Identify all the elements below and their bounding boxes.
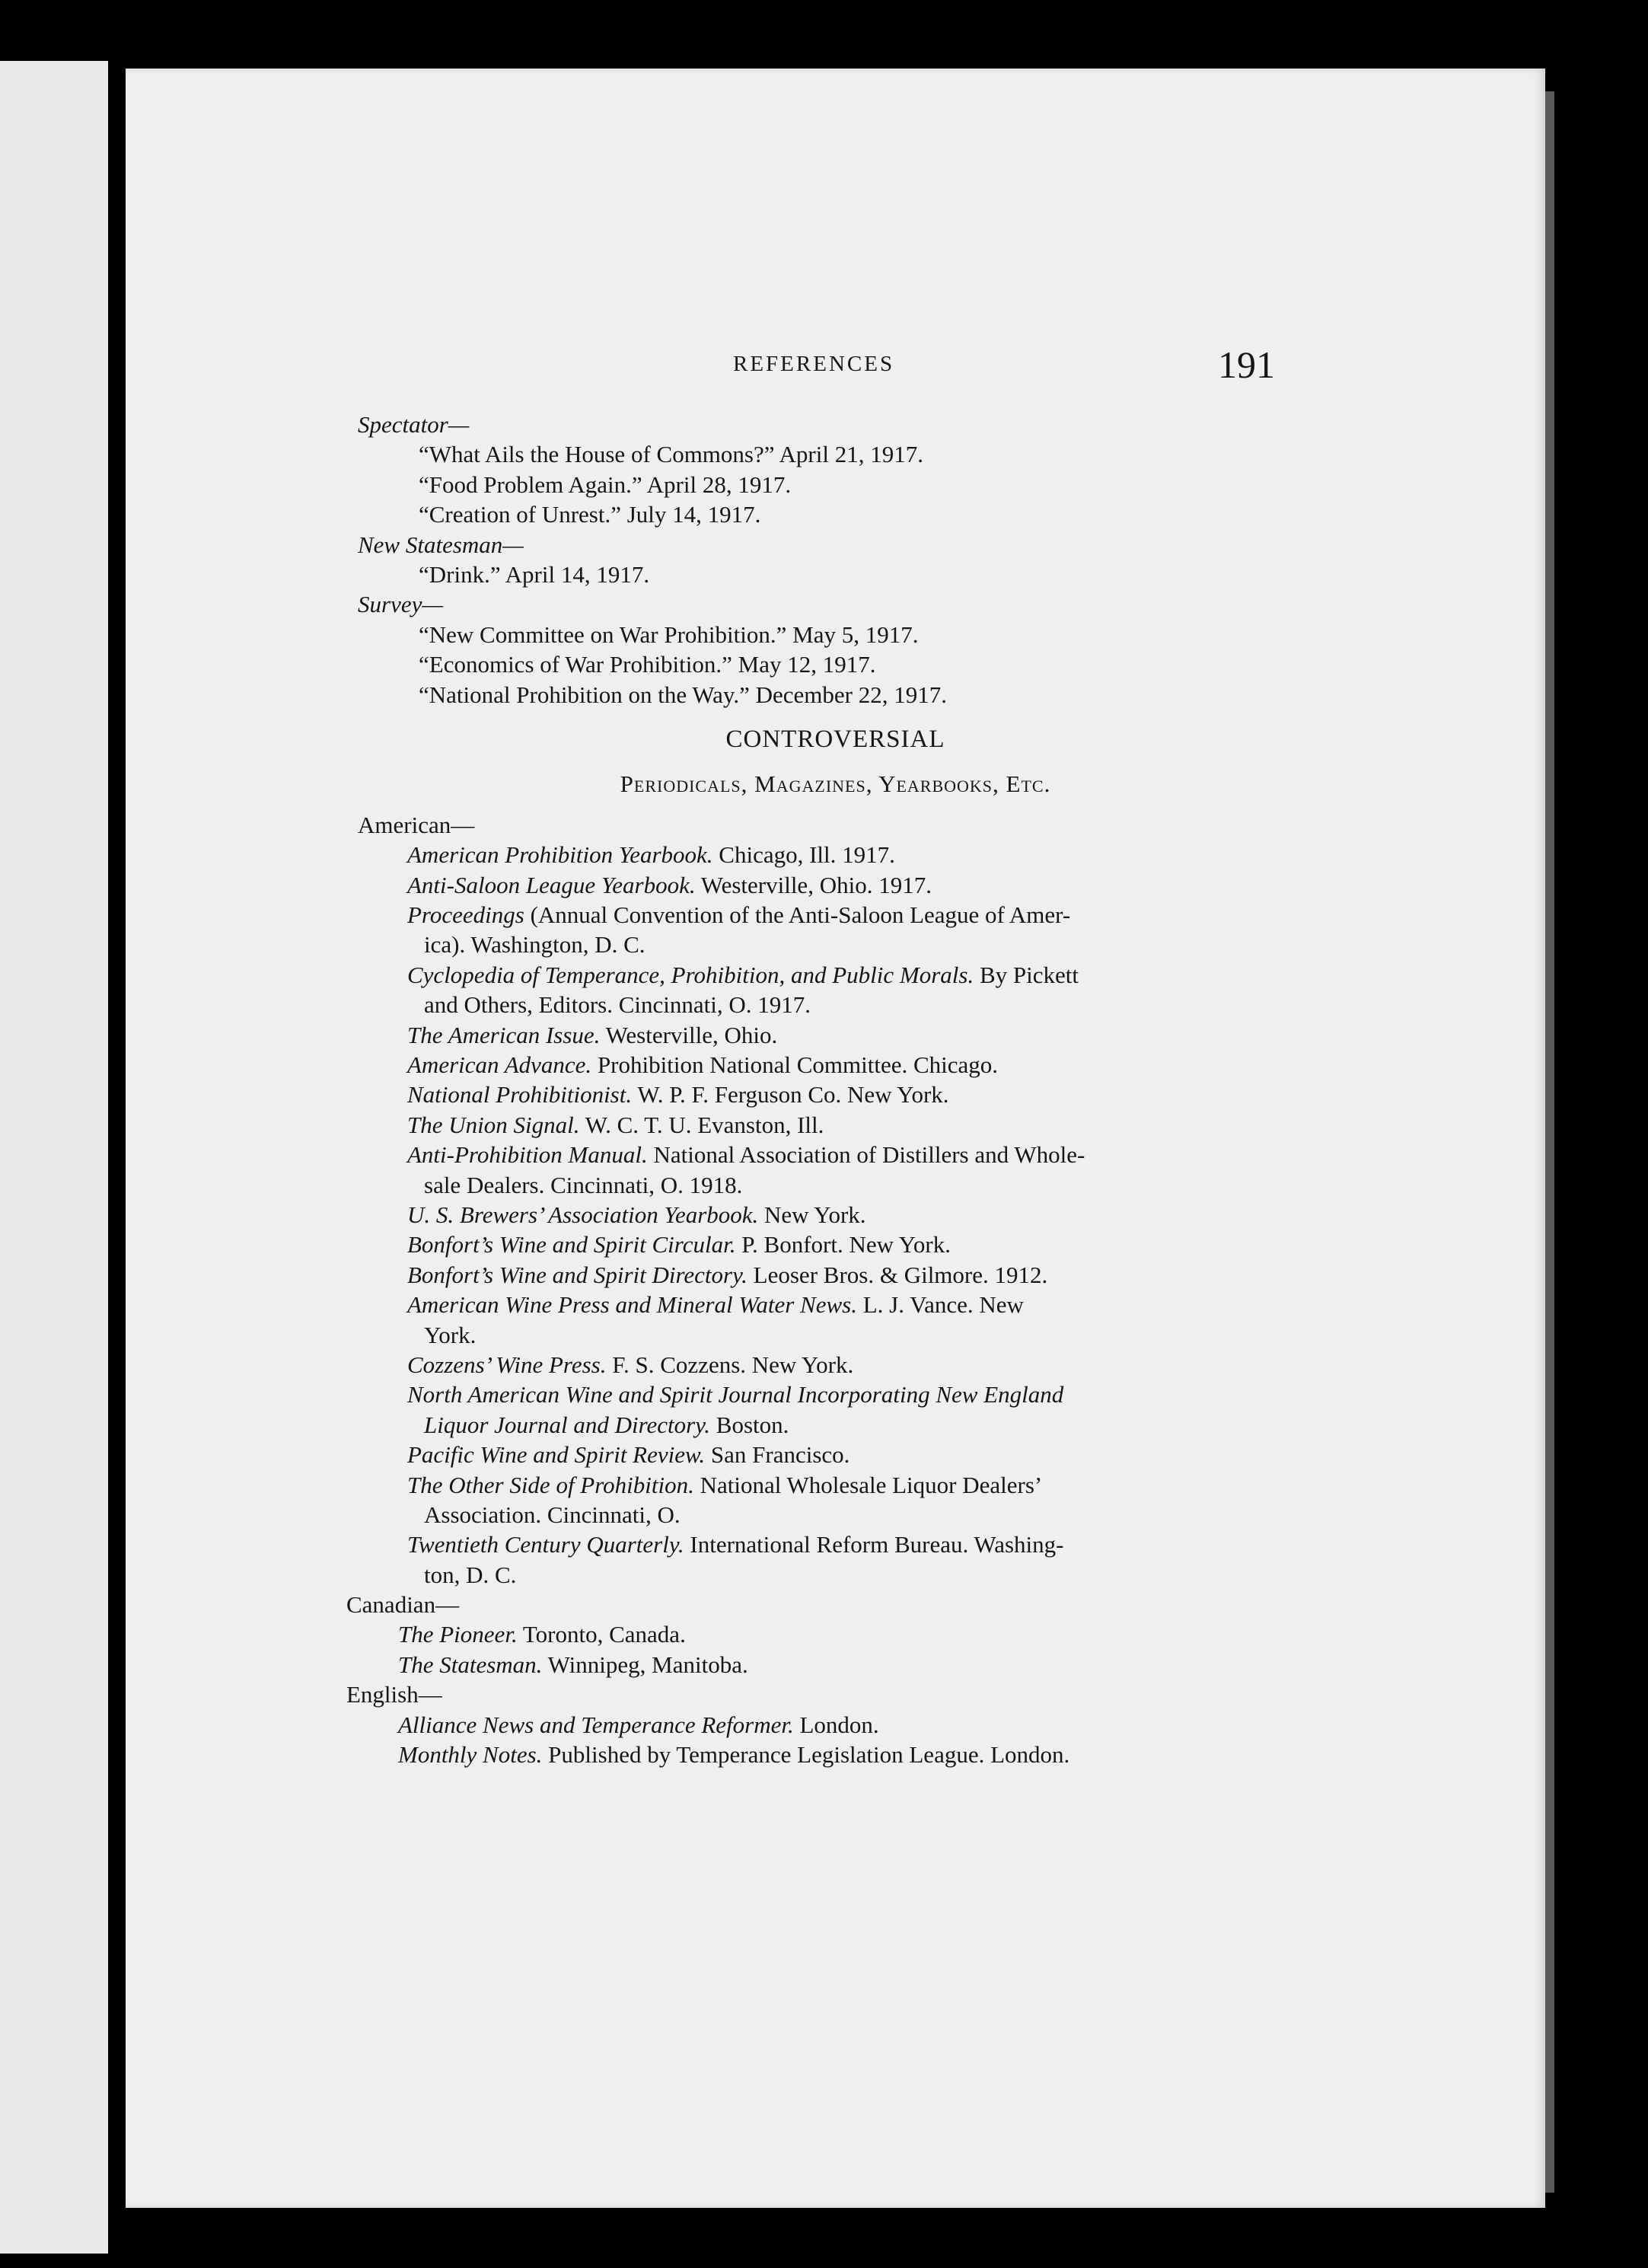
facing-page-edge (0, 61, 108, 2254)
reference-entry (126, 1140, 1545, 1169)
entry-details: Published by Temperance Legislation League. London. (548, 1741, 1070, 1769)
book-page (126, 69, 1545, 2208)
entry-details: Boston. (716, 1411, 789, 1438)
reference-entry: “Economics of War Prohibition.” May 12, 1917. (419, 651, 876, 678)
reference-entry (126, 1020, 1545, 1050)
page-content (126, 410, 1545, 1769)
entry-details: Westerville, Ohio. (605, 1021, 778, 1048)
entry-continuation: sale Dealers. Cincinnati, O. 1918. (424, 1171, 743, 1198)
entry-details: W. C. T. U. Evanston, Ill. (585, 1111, 824, 1138)
entry-title: American Wine Press and Mineral Water News. (407, 1291, 857, 1319)
reference-entry: “Drink.” April 14, 1917. (419, 560, 650, 588)
page-header (126, 343, 1545, 397)
entry-title: Cozzens’ Wine Press. (407, 1351, 607, 1378)
entry-details: Westerville, Ohio. 1917. (700, 871, 932, 898)
entry-title: The Statesman. (398, 1651, 543, 1678)
periodical-title: Spectator— (358, 411, 470, 438)
group-label: Canadian— (346, 1591, 460, 1619)
reference-entry (126, 1440, 1545, 1469)
reference-entry (126, 1110, 1545, 1140)
reference-entry (126, 870, 1545, 900)
section-heading: CONTROVERSIAL (725, 725, 945, 753)
entry-title: American Prohibition Yearbook. (407, 841, 713, 869)
section-subheading: Periodicals, Magazines, Yearbooks, Etc. (620, 770, 1051, 797)
entry-details: National Association of Distillers and Whole- (653, 1141, 1085, 1169)
entry-title: The Union Signal. (407, 1111, 580, 1138)
running-head: REFERENCES (733, 352, 895, 376)
entry-details: Prohibition National Committee. Chicago. (597, 1051, 999, 1079)
reference-entry: “New Committee on War Prohibition.” May 5, 1917. (419, 620, 919, 648)
reference-entry (126, 1710, 1545, 1740)
entry-details: Chicago, Ill. 1917. (719, 841, 895, 869)
entry-title: U. S. Brewers’ Association Yearbook. (407, 1201, 759, 1228)
reference-entry (126, 1230, 1545, 1259)
entry-title-continuation: Liquor Journal and Directory. (424, 1411, 711, 1438)
group-label: American— (358, 811, 475, 838)
entry-title: National Prohibitionist. (407, 1081, 633, 1108)
entry-details: Toronto, Canada. (522, 1621, 686, 1648)
page-edge-shadow (1545, 91, 1554, 2193)
entry-title: American Advance. (407, 1051, 592, 1079)
reference-entry (126, 1200, 1545, 1230)
reference-entry (126, 1530, 1545, 1559)
entry-continuation (126, 1410, 1545, 1440)
entry-details: F. S. Cozzens. New York. (612, 1351, 854, 1378)
entry-details: P. Bonfort. New York. (741, 1231, 951, 1258)
page-number: 191 (1218, 343, 1275, 386)
entry-details: Winnipeg, Manitoba. (547, 1651, 748, 1678)
entry-title: Cyclopedia of Temperance, Prohibition, and Public Morals. (407, 961, 974, 988)
reference-entry (126, 1619, 1545, 1649)
reference-entry (126, 1260, 1545, 1290)
reference-entry (126, 1050, 1545, 1080)
group-label: English— (346, 1681, 442, 1708)
entry-continuation: and Others, Editors. Cincinnati, O. 1917. (424, 991, 811, 1019)
entry-continuation: York. (424, 1321, 477, 1348)
entry-title: The Other Side of Prohibition. (407, 1471, 694, 1498)
entry-title: Pacific Wine and Spirit Review. (407, 1441, 706, 1469)
entry-details: New York. (764, 1201, 866, 1228)
reference-entry (126, 1380, 1545, 1409)
entry-title: Alliance News and Temperance Reformer. (398, 1711, 794, 1738)
entry-details: Leoser Bros. & Gilmore. 1912. (753, 1261, 1048, 1288)
entry-title: Bonfort’s Wine and Spirit Circular. (407, 1231, 736, 1258)
entry-details: By Pickett (979, 961, 1079, 988)
entry-title: Anti-Prohibition Manual. (407, 1141, 648, 1169)
reference-entry (126, 1290, 1545, 1319)
entry-title: The American Issue. (407, 1021, 601, 1048)
entry-continuation: Association. Cincinnati, O. (424, 1501, 681, 1528)
entry-title: The Pioneer. (398, 1621, 518, 1648)
reference-entry (126, 1470, 1545, 1500)
entry-details: National Wholesale Liquor Dealers’ (700, 1471, 1043, 1498)
reference-entry: “Creation of Unrest.” July 14, 1917. (419, 501, 761, 528)
reference-entry (126, 1080, 1545, 1109)
reference-entry: “National Prohibition on the Way.” December 22, 1917. (419, 681, 947, 708)
entry-continuation: ica). Washington, D. C. (424, 931, 645, 959)
entry-title: Monthly Notes. (398, 1741, 543, 1769)
entry-details: W. P. F. Ferguson Co. New York. (637, 1081, 949, 1108)
reference-entry: “Food Problem Again.” April 28, 1917. (419, 471, 792, 498)
entry-title: Anti-Saloon League Yearbook. (407, 871, 696, 898)
entry-details: L. J. Vance. New (862, 1291, 1024, 1319)
periodical-title: New Statesman— (358, 531, 524, 558)
reference-entry (126, 1350, 1545, 1380)
entry-title: North American Wine and Spirit Journal Incorporating New England (407, 1381, 1064, 1408)
entry-continuation: ton, D. C. (424, 1561, 517, 1588)
periodical-title: Survey— (358, 591, 443, 618)
entry-details: London. (799, 1711, 879, 1738)
reference-entry (126, 1650, 1545, 1679)
entry-title: Bonfort’s Wine and Spirit Directory. (407, 1261, 747, 1288)
entry-title: Proceedings (407, 901, 524, 929)
reference-entry: “What Ails the House of Commons?” April 21, 1917. (419, 441, 923, 468)
reference-entry (126, 960, 1545, 990)
entry-details: International Reform Bureau. Washing- (690, 1531, 1064, 1558)
reference-entry (126, 840, 1545, 869)
entry-title: Twentieth Century Quarterly. (407, 1531, 684, 1558)
entry-details: (Annual Convention of the Anti-Saloon League of Amer- (530, 901, 1071, 929)
reference-entry (126, 1740, 1545, 1769)
reference-entry (126, 900, 1545, 930)
entry-details: San Francisco. (710, 1441, 850, 1469)
